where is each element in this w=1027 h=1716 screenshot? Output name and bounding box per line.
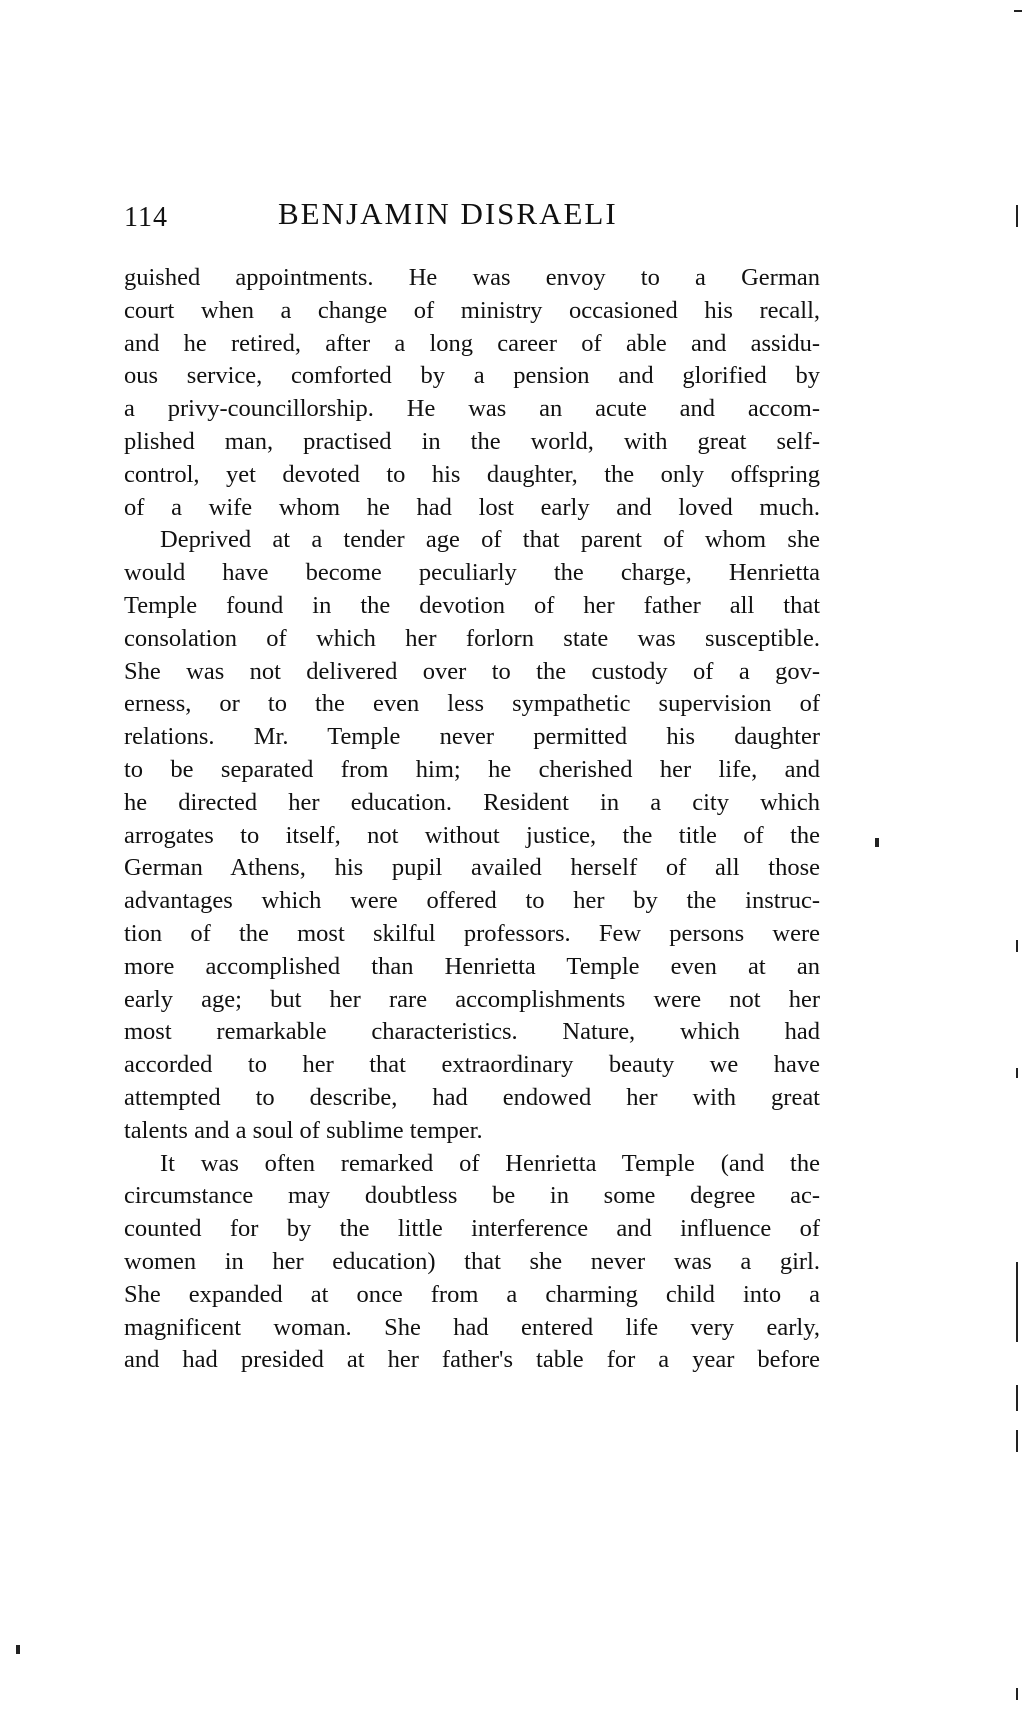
- scan-artifact: [1016, 1068, 1018, 1078]
- text-line: and he retired, after a long career of able and assidu-: [124, 329, 820, 357]
- text-line: erness, or to the even less sympathetic supervision of: [124, 690, 820, 718]
- scan-artifact: [1014, 10, 1022, 12]
- text-line: counted for by the little interference and influence of: [124, 1215, 820, 1243]
- paragraph-1: [124, 262, 820, 524]
- text-line: would have become peculiarly the charge, Henrietta: [124, 559, 820, 587]
- paragraph-3: [124, 1148, 820, 1378]
- text-line: Temple found in the devotion of her father all that: [124, 591, 820, 619]
- text-line: control, yet devoted to his daughter, the only offspring: [124, 460, 820, 488]
- text-line: tion of the most skilful professors. Few persons were: [124, 919, 820, 947]
- text-line: a privy-councillorship. He was an acute and accom-: [124, 395, 820, 423]
- text-line: court when a change of ministry occasioned his recall,: [124, 296, 820, 324]
- scan-artifact: [1016, 1430, 1018, 1452]
- text-line: talents and a soul of sublime temper.: [124, 1116, 483, 1144]
- scan-artifact: [1016, 205, 1018, 227]
- text-line: he directed her education. Resident in a city which: [124, 788, 820, 816]
- text-line: more accomplished than Henrietta Temple even at an: [124, 952, 820, 980]
- text-line: circumstance may doubtless be in some degree ac-: [124, 1182, 820, 1210]
- page-header: [124, 196, 820, 246]
- text-line: consolation of which her forlorn state was susceptible.: [124, 624, 820, 652]
- text-line: plished man, practised in the world, with great self-: [124, 427, 820, 455]
- text-line: most remarkable characteristics. Nature, which had: [124, 1018, 820, 1046]
- text-line: arrogates to itself, not without justice, the title of the: [124, 821, 820, 849]
- scan-artifact: [1016, 1385, 1018, 1411]
- text-line: She was not delivered over to the custody of a gov-: [124, 657, 820, 685]
- scan-artifact: [16, 1645, 20, 1654]
- text-line: attempted to describe, had endowed her with great: [124, 1083, 820, 1111]
- text-line: Deprived at a tender age of that parent of whom she: [160, 526, 820, 554]
- text-line: guished appointments. He was envoy to a German: [124, 264, 820, 291]
- running-title: BENJAMIN DISRAELI: [278, 196, 618, 231]
- scan-artifact: [1016, 1688, 1018, 1700]
- text-line: She expanded at once from a charming child into a: [124, 1280, 820, 1308]
- text-line: and had presided at her father's table for a year before: [124, 1346, 820, 1374]
- scan-artifact: [1016, 1262, 1018, 1342]
- text-line: women in her education) that she never was a girl.: [124, 1247, 820, 1275]
- text-line: magnificent woman. She had entered life very early,: [124, 1313, 820, 1341]
- text-line: ous service, comforted by a pension and glorified by: [124, 362, 820, 390]
- text-line: to be separated from him; he cherished her life, and: [124, 755, 820, 783]
- text-line: of a wife whom he had lost early and loved much.: [124, 493, 820, 521]
- paragraph-2: [124, 524, 820, 1147]
- page-number: 114: [124, 202, 168, 233]
- scan-artifact: [875, 838, 879, 847]
- scan-artifact: [1016, 940, 1018, 952]
- text-line: It was often remarked of Henrietta Temple (and the: [160, 1149, 820, 1177]
- body-text: [124, 262, 820, 1377]
- text-line: advantages which were offered to her by the instruc-: [124, 887, 820, 915]
- text-line: German Athens, his pupil availed herself of all those: [124, 854, 820, 882]
- text-line: relations. Mr. Temple never permitted his daughter: [124, 723, 820, 751]
- text-line: accorded to her that extraordinary beauty we have: [124, 1051, 820, 1079]
- text-line: early age; but her rare accomplishments were not her: [124, 985, 820, 1013]
